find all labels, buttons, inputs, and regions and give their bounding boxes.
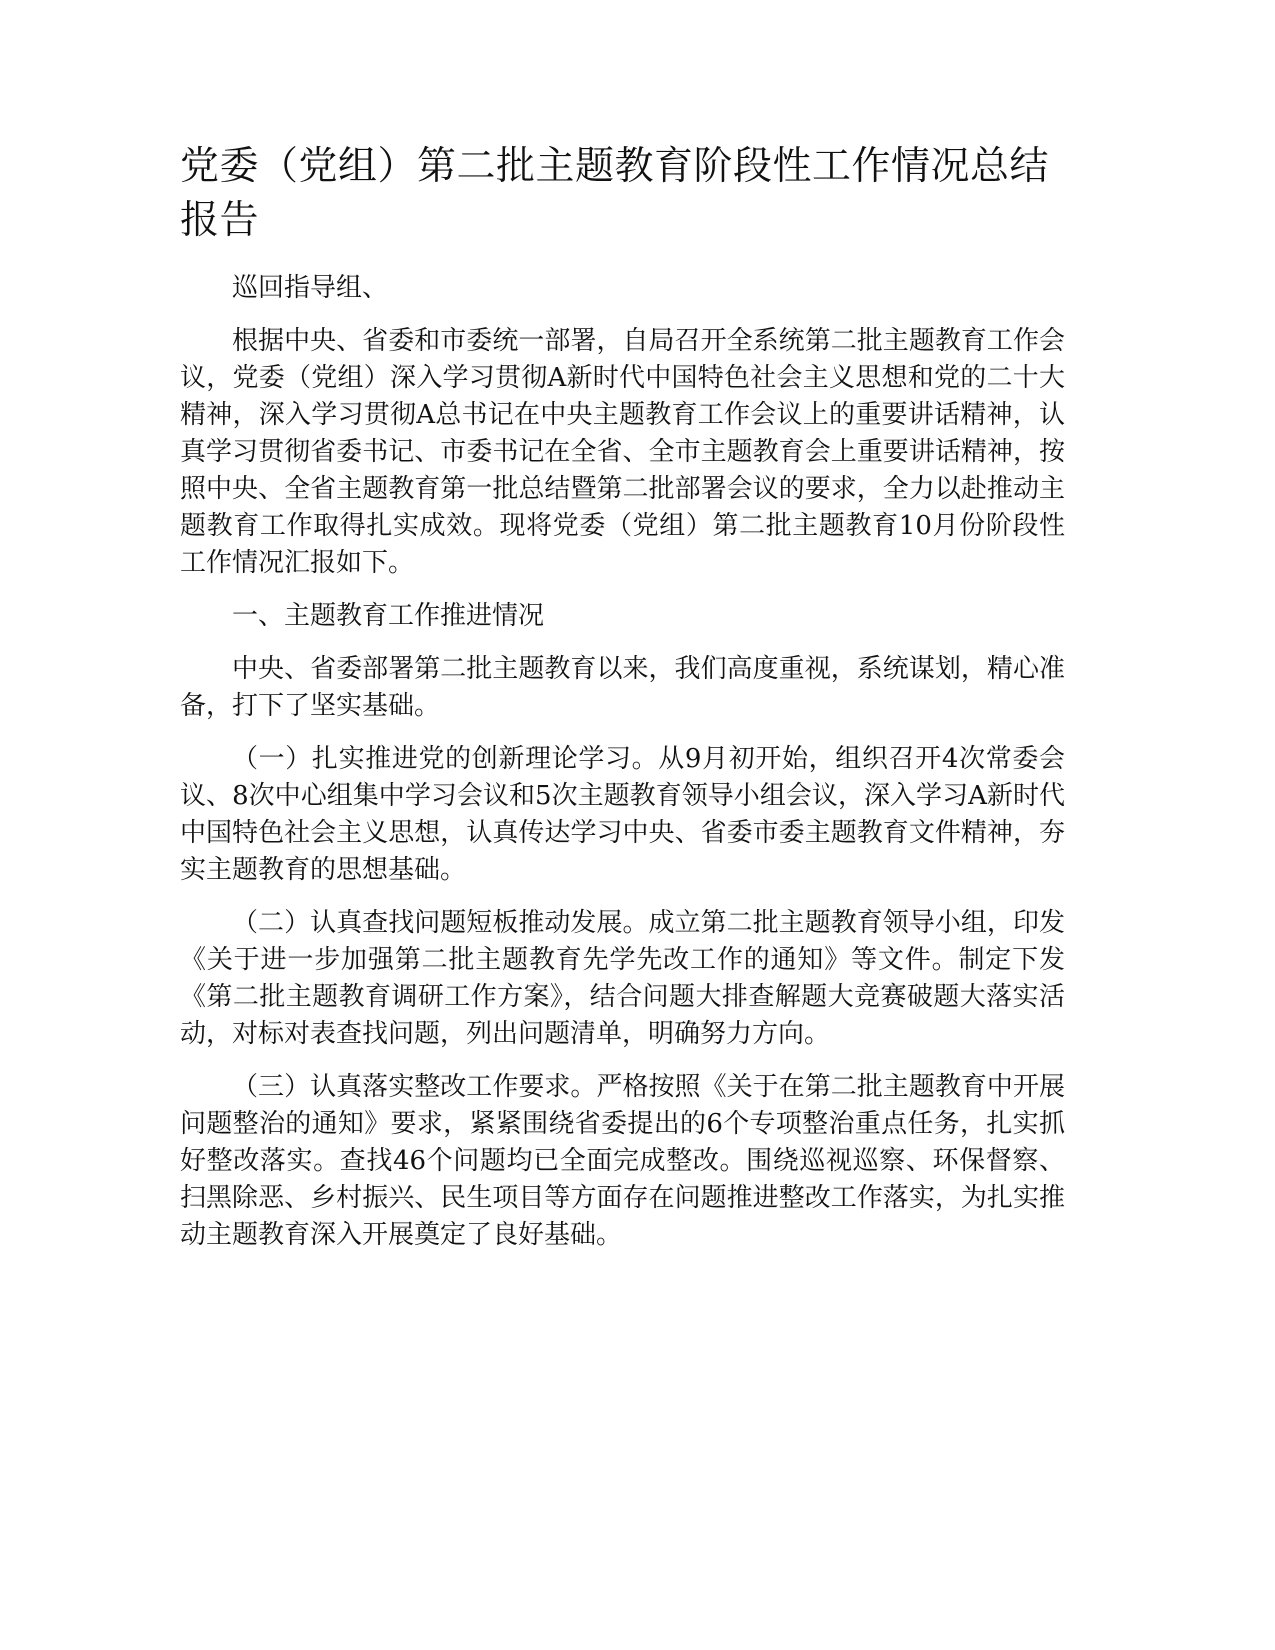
salutation: 巡回指导组、 [232, 273, 389, 303]
document-title: 党委（党组）第二批主题教育阶段性工作情况总结报告 [180, 144, 1050, 243]
section-intro-paragraph: 中央、省委部署第二批主题教育以来，我们高度重视，系统谋划，精心准备，打下了坚实基础。 [180, 654, 1065, 721]
item-2-paragraph: （二）认真查找问题短板推动发展。成立第二批主题教育领导小组，印发《关于进一步加强第二批主题教育先学先改工作的通知》等文件。制定下发《第二批主题教育调研工作方案》，结合问题大排查解题大竞赛破题大落实活动，对标对表查找问题，列出问题清单，明确努力方向。 [180, 908, 1065, 1049]
intro-paragraph: 根据中央、省委和市委统一部署，自局召开全系统第二批主题教育工作会议，党委（党组）深入学习贯彻A新时代中国特色社会主义思想和党的二十大精神，深入学习贯彻A总书记在中央主题教育工作会议上的重要讲话精神，认真学习贯彻省委书记、市委书记在全省、全市主题教育会上重要讲话精神，按照中央、全省主题教育第一批总结暨第二批部署会议的要求，全力以赴推动主题教育工作取得扎实成效。现将党委（党组）第二批主题教育10月份阶段性工作情况汇报如下。 [180, 326, 1065, 578]
item-3-paragraph: （三）认真落实整改工作要求。严格按照《关于在第二批主题教育中开展问题整治的通知》要求，紧紧围绕省委提出的6个专项整治重点任务，扎实抓好整改落实。查找46个问题均已全面完成整改。围绕巡视巡察、环保督察、扫黑除恶、乡村振兴、民生项目等方面存在问题推进整改工作落实，为扎实推动主题教育深入开展奠定了良好基础。 [180, 1072, 1065, 1250]
item-1-paragraph: （一）扎实推进党的创新理论学习。从9月初开始，组织召开4次常委会议、8次中心组集中学习会议和5次主题教育领导小组会议，深入学习A新时代中国特色社会主义思想，认真传达学习中央、省委市委主题教育文件精神，夯实主题教育的思想基础。 [180, 744, 1065, 885]
section-heading: 一、主题教育工作推进情况 [232, 601, 545, 631]
document-page [180, 140, 1065, 1270]
